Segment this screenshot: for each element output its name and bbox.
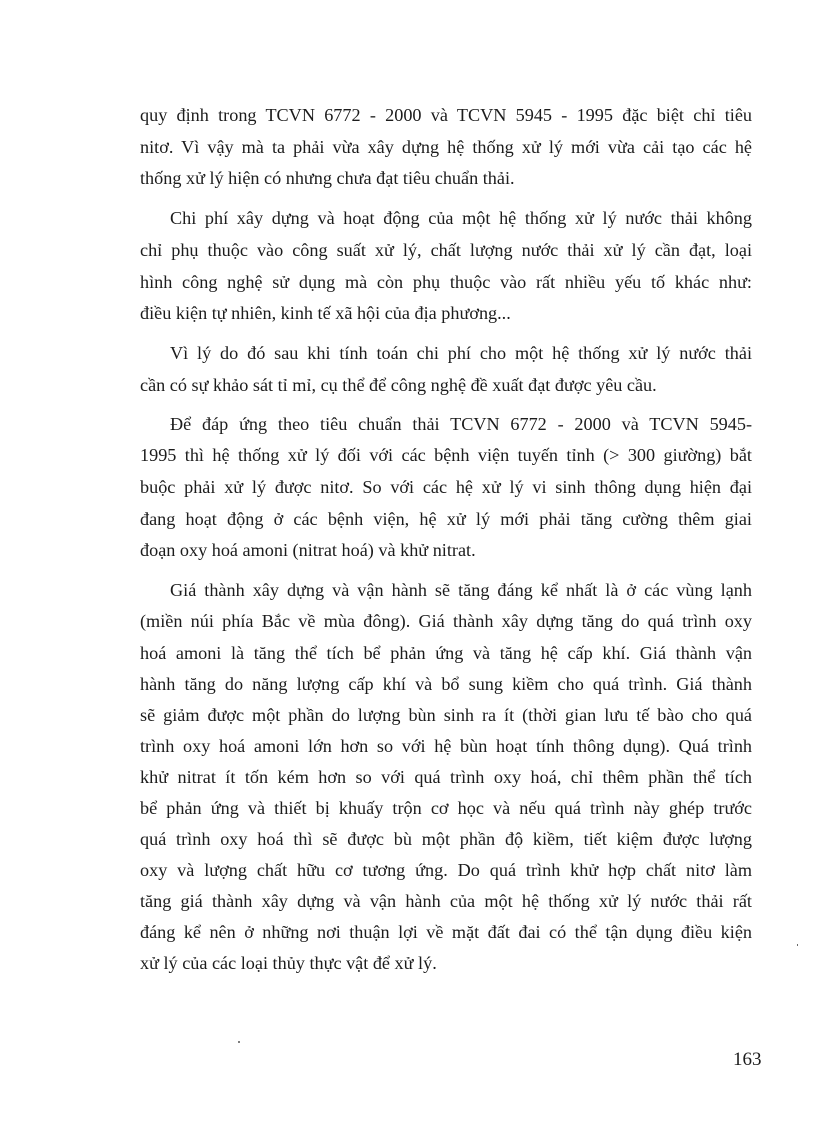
text-line: buộc phải xử lý được nitơ. So với các hệ xử lý vi sinh thông dụng hiện đại [140,477,752,497]
text-line: quy định trong TCVN 6772 - 2000 và TCVN 5945 - 1995 đặc biệt chỉ tiêu [140,105,752,125]
text-line: Vì lý do đó sau khi tính toán chi phí cho một hệ thống xử lý nước thải [170,343,752,363]
text-line: bể phản ứng và thiết bị khuấy trộn cơ học và nếu quá trình này ghép trước [140,798,752,818]
text-line: tăng giá thành xây dựng và vận hành của một hệ thống xử lý nước thải rất [140,891,752,911]
text-line: điều kiện tự nhiên, kinh tế xã hội của địa phương... [140,303,511,323]
text-line: sẽ giảm được một phần do lượng bùn sinh ra ít (thời gian lưu tế bào cho quá [140,705,752,725]
text-line: thống xử lý hiện có nhưng chưa đạt tiêu chuẩn thải. [140,168,515,188]
text-line: 1995 thì hệ thống xử lý đối với các bệnh viện tuyến tỉnh (> 300 giường) bắt [140,445,752,465]
text-line: Để đáp ứng theo tiêu chuẩn thải TCVN 6772 - 2000 và TCVN 5945- [170,414,752,434]
text-line: quá trình oxy hoá thì sẽ được bù một phần độ kiềm, tiết kiệm được lượng [140,829,752,849]
text-line: nitơ. Vì vậy mà ta phải vừa xây dựng hệ thống xử lý mới vừa cải tạo các hệ [140,137,752,157]
text-line: cần có sự khảo sát tỉ mỉ, cụ thể để công nghệ đề xuất đạt được yêu cầu. [140,375,657,395]
text-line: đang hoạt động ở các bệnh viện, hệ xử lý mới phải tăng cường thêm giai [140,509,752,529]
scan-speck [797,944,798,946]
text-line: (miền núi phía Bắc về mùa đông). Giá thành xây dựng tăng do quá trình oxy [140,611,752,631]
text-line: Giá thành xây dựng và vận hành sẽ tăng đáng kể nhất là ở các vùng lạnh [170,580,752,600]
scan-speck [238,1041,240,1043]
text-line: Chi phí xây dựng và hoạt động của một hệ thống xử lý nước thải không [170,208,752,228]
text-line: chỉ phụ thuộc vào công suất xử lý, chất lượng nước thải xử lý cần đạt, loại [140,240,752,260]
text-line: đoạn oxy hoá amoni (nitrat hoá) và khử nitrat. [140,540,476,560]
text-line: trình oxy hoá amoni lớn hơn so với hệ bùn hoạt tính thông dụng). Quá trình [140,736,752,756]
text-line: xử lý của các loại thủy thực vật để xử lý. [140,953,437,973]
text-line: hình công nghệ sử dụng mà còn phụ thuộc vào rất nhiều yếu tố khác như: [140,272,752,292]
text-line: hoá amoni là tăng thể tích bể phản ứng và tăng hệ cấp khí. Giá thành vận [140,643,752,663]
text-line: khử nitrat ít tốn kém hơn so với quá trình oxy hoá, chỉ thêm phần thể tích [140,767,752,787]
text-line: hành tăng do năng lượng cấp khí và bổ sung kiềm cho quá trình. Giá thành [140,674,752,694]
page-number: 163 [733,1049,762,1070]
text-line: oxy và lượng chất hữu cơ tương ứng. Do quá trình khử hợp chất nitơ làm [140,860,752,880]
text-line: đáng kể nên ở những nơi thuận lợi về mặt đất đai có thể tận dụng điều kiện [140,922,752,942]
